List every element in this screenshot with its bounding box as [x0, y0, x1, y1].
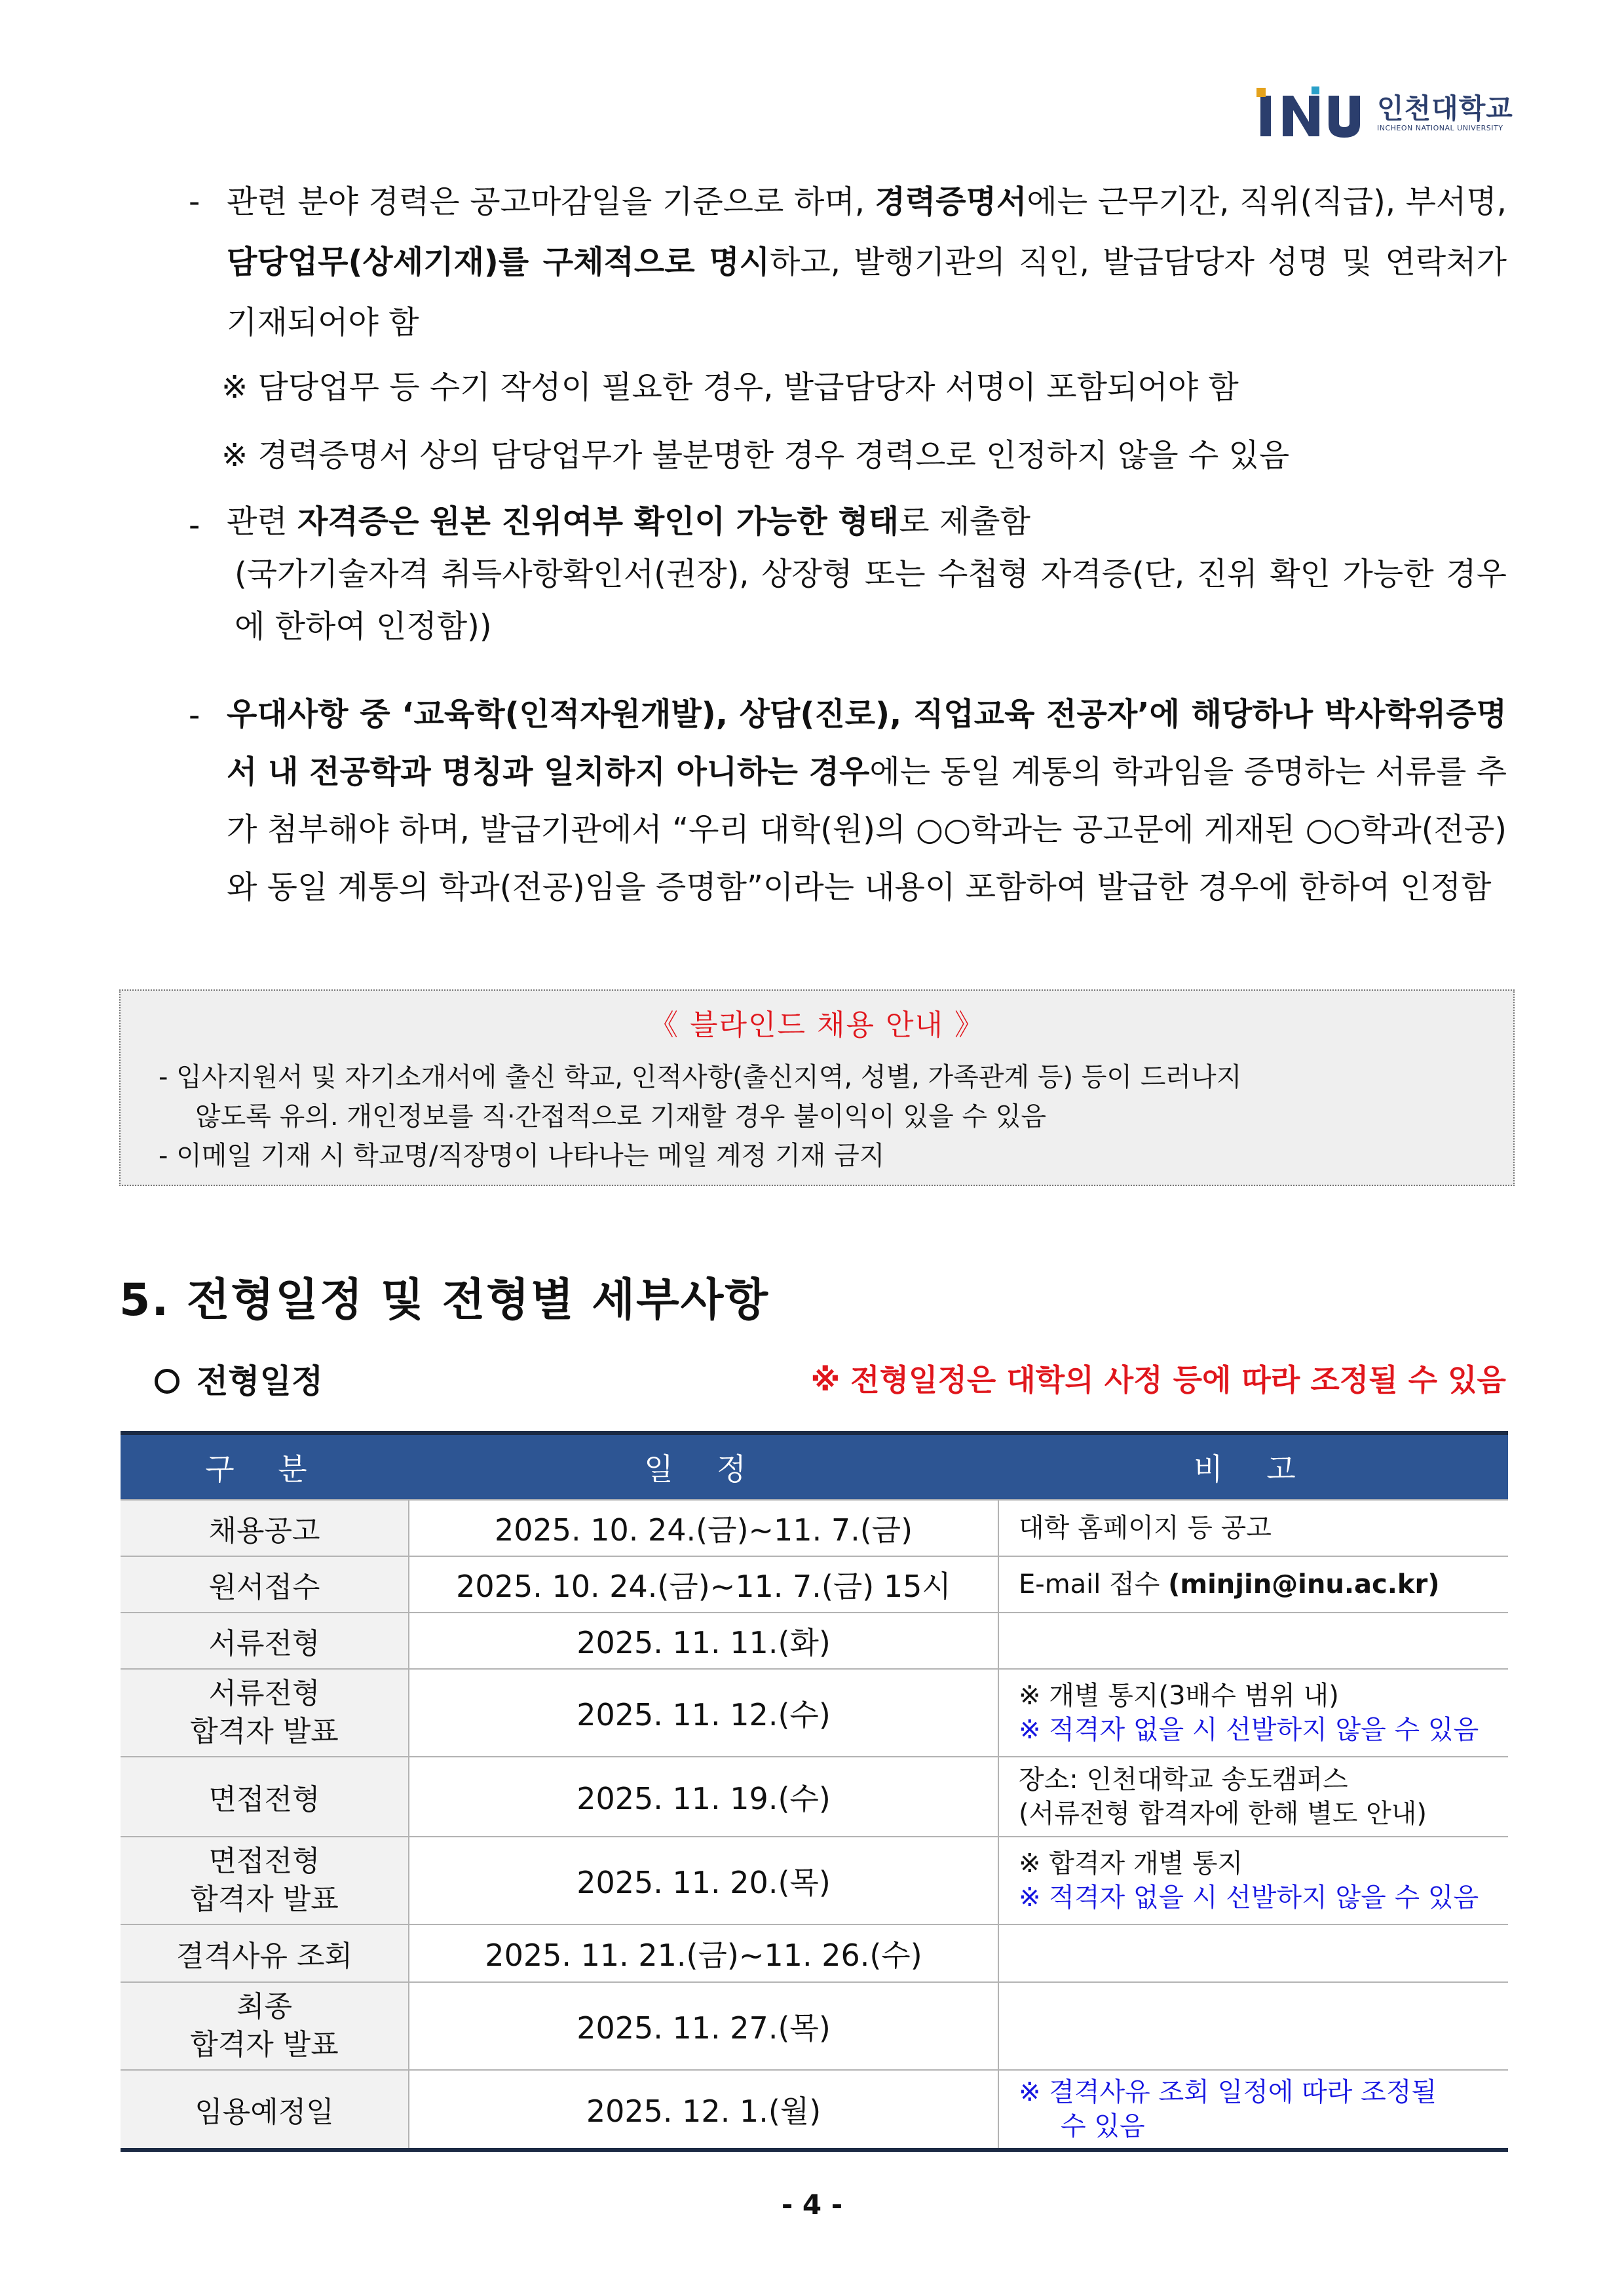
table-row — [121, 1500, 1508, 1556]
header-remark: 비 고 — [998, 1433, 1508, 1500]
preference-text — [190, 685, 1507, 916]
stage-cell: 면접전형 — [121, 1757, 409, 1837]
blind-line-3: - 이메일 기재 시 학교명/직장명이 나타나는 메일 계정 기재 금지 — [159, 1141, 885, 1171]
section-title: 5. 전형일정 및 전형별 세부사항 — [119, 1274, 770, 1326]
remark-cell — [998, 1556, 1508, 1613]
remark-line-2: ※ 적격자 없을 시 선발하지 않을 수 있음 — [1019, 1883, 1479, 1913]
logo-english-name: INCHEON NATIONAL UNIVERSITY — [1377, 124, 1503, 132]
page-number: - 4 - — [781, 2189, 843, 2221]
blind-line-1: - 입사지원서 및 자기소개서에 출신 학교, 인적사항(출신지역, 성별, 가족관계 등) 등이 드러나지 — [159, 1062, 1242, 1092]
logo-korean-name: 인천대학교 — [1377, 92, 1513, 124]
date-cell: 2025. 11. 11.(화) — [409, 1613, 998, 1669]
circle-bullet-icon — [155, 1369, 179, 1394]
remark-cell — [998, 1837, 1508, 1924]
stage-cell — [121, 1669, 409, 1757]
date-cell: 2025. 10. 24.(금)~11. 7.(금) — [409, 1500, 998, 1556]
stage-line-1: 서류전형 — [208, 1677, 320, 1710]
header-date: 일 정 — [409, 1433, 998, 1500]
schedule-table — [121, 1431, 1508, 2152]
career-bold-1: 경력증명서 — [875, 183, 1027, 220]
stage-line-2: 합격자 발표 — [190, 1715, 339, 1748]
handwritten-note: ※ 담당업무 등 수기 작성이 필요한 경우, 발급담당자 서명이 포함되어야 함 — [221, 369, 1239, 406]
career-text-2: 에는 근무기간, 직위(직급), 부서명, — [1027, 183, 1507, 220]
stage-line-1: 최종 — [236, 1990, 292, 2023]
remark-line-2: (서류전형 합격자에 한해 별도 안내) — [1019, 1799, 1427, 1829]
preference-bold: 우대사항 중 ‘교육학(인적자원개발), 상담(진로), 직업교육 전공자’에 해당하나 박사학위증명서 내 전공학과 명칭과 일치하지 아니하는 경우 — [227, 696, 1507, 790]
career-text-1: 관련 분야 경력은 공고마감일을 기준으로 하며, — [227, 183, 875, 220]
certificate-requirement — [190, 495, 1507, 653]
career-text — [190, 172, 1507, 353]
cert-bold-1: 자격증은 원본 진위여부 확인이 가능한 형태 — [297, 503, 899, 540]
remark-line-2: ※ 적격자 없을 시 선발하지 않을 수 있음 — [1019, 1715, 1479, 1745]
dash-marker: - — [189, 507, 200, 544]
date-cell: 2025. 11. 12.(수) — [409, 1669, 998, 1757]
table-row — [121, 1757, 1508, 1837]
remark-line-1: ※ 개별 통지(3배수 범위 내) — [1019, 1681, 1339, 1711]
stage-line-1: 면접전형 — [208, 1845, 320, 1878]
table-row — [121, 1982, 1508, 2070]
stage-cell — [121, 1982, 409, 2070]
unclear-duty-note: ※ 경력증명서 상의 담당업무가 불분명한 경우 경력으로 인정하지 않을 수 있음 — [221, 437, 1290, 474]
blind-notice-title: 《 블라인드 채용 안내 》 — [649, 1008, 985, 1042]
remark-cell: 대학 홈페이지 등 공고 — [998, 1500, 1508, 1556]
subsection-title — [155, 1355, 323, 1402]
cert-text-2: 로 제출함 — [899, 503, 1030, 540]
preference-requirement — [190, 685, 1507, 916]
table-row — [121, 1613, 1508, 1669]
stage-cell: 임용예정일 — [121, 2070, 409, 2150]
date-cell: 2025. 12. 1.(월) — [409, 2070, 998, 2150]
remark-email-label: E-mail 접수 — [1019, 1569, 1169, 1599]
subsection-label: 전형일정 — [197, 1362, 324, 1400]
career-requirement — [190, 172, 1507, 353]
remark-line-1: ※ 합격자 개별 통지 — [1019, 1848, 1243, 1879]
date-cell: 2025. 11. 20.(목) — [409, 1837, 998, 1924]
cert-text-1: 관련 — [227, 503, 297, 540]
career-text-3: 하고, 발행기관의 직인, 발급담당자 성명 및 연락처가 기재되어야 함 — [227, 244, 1507, 341]
dash-marker: - — [189, 183, 200, 220]
table-row — [121, 1837, 1508, 1924]
stage-cell: 채용공고 — [121, 1500, 409, 1556]
remark-cell — [998, 1924, 1508, 1982]
stage-cell: 결격사유 조회 — [121, 1924, 409, 1982]
table-row — [121, 1669, 1508, 1757]
table-header-row — [121, 1433, 1508, 1500]
date-cell: 2025. 10. 24.(금)~11. 7.(금) 15시 — [409, 1556, 998, 1613]
dash-marker: - — [189, 697, 200, 734]
inu-logo-icon — [1256, 84, 1368, 143]
stage-cell — [121, 1837, 409, 1924]
table-row — [121, 1924, 1508, 1982]
stage-line-2: 합격자 발표 — [190, 1883, 339, 1916]
table-row — [121, 1556, 1508, 1613]
blind-line-2: 않도록 유의. 개인정보를 직·간접적으로 기재할 경우 불이익이 있을 수 있음 — [195, 1101, 1047, 1132]
remark-line-2: 수 있음 — [1061, 2111, 1145, 2141]
stage-cell: 원서접수 — [121, 1556, 409, 1613]
remark-cell — [998, 1669, 1508, 1757]
remark-cell — [998, 2070, 1508, 2150]
header-stage: 구 분 — [121, 1433, 409, 1500]
remark-cell — [998, 1613, 1508, 1669]
date-cell: 2025. 11. 21.(금)~11. 26.(수) — [409, 1924, 998, 1982]
blind-recruitment-notice — [119, 989, 1515, 1186]
preference-rest: 에는 동일 계통의 학과임을 증명하는 서류를 추가 첨부해야 하며, 발급기관에서 “우리 대학(원)의 ○○학과는 공고문에 게재된 ○○학과(전공)와 동일 계통의 학과(전공)임을 증명함”이라는 내용이 포함하여 발급한 경우에 한하여 인정함 — [227, 754, 1507, 906]
certificate-text — [190, 495, 1507, 548]
table-row — [121, 2070, 1508, 2150]
remark-cell — [998, 1757, 1508, 1837]
remark-line-1: ※ 결격사유 조회 일정에 따라 조정될 — [1019, 2077, 1437, 2107]
university-logo — [1256, 84, 1513, 143]
certificate-detail: (국가기술자격 취득사항확인서(권장), 상장형 또는 수첩형 자격증(단, 진위 확인 가능한 경우에 한하여 인정함)) — [235, 556, 1507, 645]
stage-line-2: 합격자 발표 — [190, 2028, 339, 2061]
remark-line-1: 장소: 인천대학교 송도캠퍼스 — [1019, 1765, 1348, 1795]
remark-cell — [998, 1982, 1508, 2070]
contact-email: (minjin@inu.ac.kr) — [1168, 1569, 1440, 1599]
date-cell: 2025. 11. 19.(수) — [409, 1757, 998, 1837]
career-bold-2: 담당업무(상세기재)를 구체적으로 명시 — [227, 244, 770, 280]
schedule-adjust-note: ※ 전형일정은 대학의 사정 등에 따라 조정될 수 있음 — [810, 1362, 1506, 1398]
date-cell: 2025. 11. 27.(목) — [409, 1982, 998, 2070]
stage-cell: 서류전형 — [121, 1613, 409, 1669]
